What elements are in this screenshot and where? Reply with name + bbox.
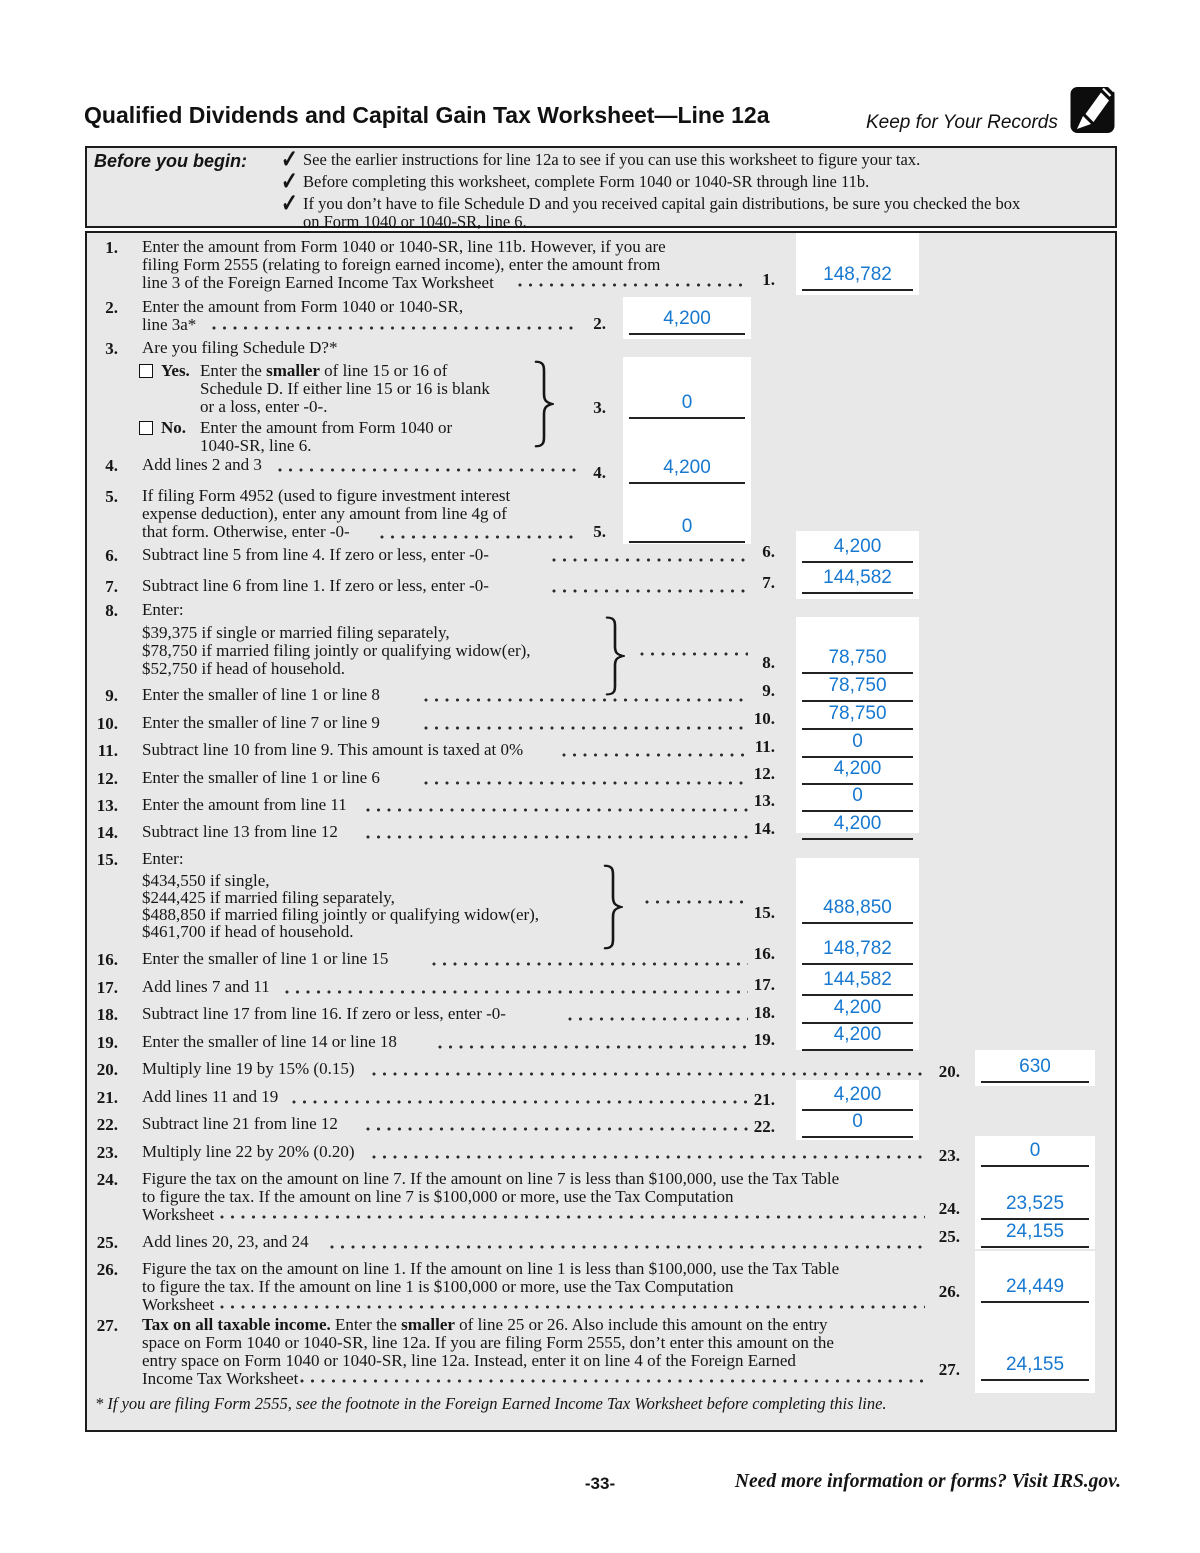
line-text: line 3 of the Foreign Earned Income Tax Worksheet [142, 273, 494, 292]
dotted-leader [552, 557, 748, 563]
line-ref: 9. [762, 681, 775, 700]
line-text: Enter the amount from Form 1040 or 1040-SR, line 11b. However, if you are [142, 237, 666, 256]
brace-icon [601, 864, 623, 950]
line19-amount[interactable]: 4,200 [802, 1021, 913, 1051]
line-text: filing Form 2555 (relating to foreign earned income), enter the amount from [142, 255, 661, 274]
line-ref: 7. [762, 573, 775, 592]
dotted-leader [424, 725, 748, 731]
footer-page-number: -33- [584, 1474, 616, 1493]
line-ref: 3. [593, 398, 606, 417]
dotted-leader [552, 588, 748, 594]
line-ref: 5. [593, 522, 606, 541]
dotted-leader [645, 899, 748, 905]
line-text: Multiply line 22 by 20% (0.20) [142, 1142, 355, 1161]
checkmark-icon: ✓ [281, 190, 298, 218]
before-you-begin-item: Before completing this worksheet, complete Form 1040 or 1040-SR through line 11b. [303, 172, 870, 191]
line-text: Subtract line 5 from line 4. If zero or less, enter -0- [142, 545, 489, 564]
line-ref: 14. [753, 819, 775, 838]
line-text: $461,700 if head of household. [142, 922, 354, 941]
dotted-leader [285, 989, 748, 995]
line-ref: 11. [754, 737, 775, 756]
before-you-begin-item: on Form 1040 or 1040-SR, line 6. [303, 212, 527, 231]
line-text: Figure the tax on the amount on line 1. If the amount on line 1 is less than $100,000, use the Tax Table [142, 1259, 840, 1278]
line-text: line 3a* [142, 315, 197, 334]
brace-icon [532, 360, 554, 448]
no-label: No. [161, 418, 187, 437]
dotted-leader [372, 1071, 925, 1077]
dotted-leader [366, 1126, 748, 1132]
line-text: that form. Otherwise, enter -0- [142, 522, 350, 541]
dotted-leader [220, 1214, 925, 1220]
dotted-leader [292, 1099, 748, 1105]
dotted-leader [372, 1154, 925, 1160]
line-ref: 24. [938, 1199, 960, 1218]
line-number: 20. [96, 1060, 118, 1079]
dotted-leader [220, 1304, 925, 1310]
line-ref: 6. [762, 542, 775, 561]
dotted-leader [424, 697, 748, 703]
before-you-begin-item: See the earlier instructions for line 12a to see if you can use this worksheet to figure your tax. [303, 150, 921, 169]
line17-amount[interactable]: 144,582 [802, 966, 913, 996]
line-text: Income Tax Worksheet [142, 1369, 299, 1388]
line-ref: 10. [753, 709, 775, 728]
footnote: * If you are filing Form 2555, see the footnote in the Foreign Earned Income Tax Worksheet before completing this line. [95, 1394, 887, 1413]
line-ref: 21. [753, 1090, 775, 1109]
line-ref: 20. [938, 1062, 960, 1081]
line-ref: 12. [753, 764, 775, 783]
line-text: Figure the tax on the amount on line 7. If the amount on line 7 is less than $100,000, use the Tax Table [142, 1169, 840, 1188]
brace-icon [603, 616, 625, 696]
line-ref: 17. [753, 975, 775, 994]
line-ref: 27. [938, 1360, 960, 1379]
dotted-leader [366, 807, 748, 813]
line-number: 3. [105, 339, 118, 358]
line-text: Enter the amount from line 11 [142, 795, 347, 814]
line1-amount[interactable]: 148,782 [802, 261, 913, 291]
dotted-leader [300, 1378, 925, 1384]
dotted-leader [640, 651, 748, 657]
line-number: 17. [96, 978, 118, 997]
line-text: Add lines 20, 23, and 24 [142, 1232, 309, 1251]
dotted-leader [438, 1044, 748, 1050]
before-you-begin-label: Before you begin: [94, 151, 248, 171]
line-text: $52,750 if head of household. [142, 659, 346, 678]
line-text: Are you filing Schedule D?* [142, 338, 338, 357]
line15-amount[interactable]: 488,850 [802, 894, 913, 924]
line-number: 7. [105, 577, 118, 596]
line20-amount[interactable]: 630 [981, 1053, 1089, 1083]
line-text: Tax on all taxable income. Enter the smaller of line 25 or 26. Also include this amount on the entry [142, 1315, 828, 1334]
line14-amount[interactable]: 4,200 [802, 810, 913, 840]
line22-amount[interactable]: 0 [802, 1108, 913, 1138]
checkmark-icon: ✓ [281, 168, 298, 196]
line-text: Subtract line 17 from line 16. If zero or less, enter -0- [142, 1004, 506, 1023]
line-number: 18. [96, 1005, 118, 1024]
line23-amount[interactable]: 0 [981, 1137, 1089, 1167]
line-ref: 8. [762, 653, 775, 672]
line-number: 21. [96, 1088, 118, 1107]
line-text: $434,550 if single, [142, 871, 270, 890]
line-text: Enter the smaller of line 1 or line 6 [142, 768, 380, 787]
line-text: If filing Form 4952 (used to figure investment interest [142, 486, 511, 505]
line-text: to figure the tax. If the amount on line 1 is $100,000 or more, use the Tax Computation [142, 1277, 734, 1296]
line-number: 19. [96, 1033, 118, 1052]
line-text: Enter the smaller of line 7 or line 9 [142, 713, 380, 732]
dotted-leader [562, 752, 748, 758]
line-number: 9. [105, 686, 118, 705]
dotted-leader [366, 834, 748, 840]
line27-amount[interactable]: 24,155 [981, 1351, 1089, 1381]
line7-amount[interactable]: 144,582 [802, 564, 913, 594]
dotted-leader [380, 534, 578, 540]
line2-amount[interactable]: 4,200 [629, 305, 745, 335]
line10-amount[interactable]: 78,750 [802, 700, 913, 730]
line11-amount[interactable]: 0 [802, 728, 913, 758]
line-text: Add lines 11 and 19 [142, 1087, 279, 1106]
dotted-leader [432, 961, 748, 967]
line-ref: 25. [938, 1227, 960, 1246]
line4-amount[interactable]: 4,200 [629, 454, 745, 484]
line-text: Enter the smaller of line 15 or 16 of [200, 361, 448, 380]
line-number: 15. [96, 850, 118, 869]
line12-amount[interactable]: 4,200 [802, 755, 913, 785]
line-text: Subtract line 6 from line 1. If zero or less, enter -0- [142, 576, 489, 595]
yes-label: Yes. [161, 361, 190, 380]
line-ref: 15. [753, 903, 775, 922]
line6-amount[interactable]: 4,200 [802, 533, 913, 563]
line-ref: 26. [938, 1282, 960, 1301]
line3-amount[interactable]: 0 [629, 389, 745, 419]
line-text: Schedule D. If either line 15 or 16 is blank [200, 379, 490, 398]
line-number: 26. [96, 1260, 118, 1279]
line-number: 11. [97, 741, 118, 760]
line-text: or a loss, enter -0-. [200, 397, 328, 416]
line21-amount[interactable]: 4,200 [802, 1081, 913, 1111]
dotted-leader [330, 1244, 925, 1250]
dotted-leader [568, 1016, 748, 1022]
no-checkbox[interactable] [139, 421, 153, 435]
page-title: Qualified Dividends and Capital Gain Tax Worksheet—Line 12a [84, 102, 770, 128]
line-ref: 16. [753, 944, 775, 963]
line9-amount[interactable]: 78,750 [802, 672, 913, 702]
line-number: 8. [105, 601, 118, 620]
line-text: expense deduction), enter any amount from line 4g of [142, 504, 507, 523]
dotted-leader [424, 780, 748, 786]
line-text: entry space on Form 1040 or 1040-SR, line 12a. Instead, enter it on line 4 of the Foreign Earned [142, 1351, 796, 1370]
line-text: Enter the smaller of line 1 or line 15 [142, 949, 389, 968]
dotted-leader [518, 282, 745, 288]
yes-checkbox[interactable] [139, 364, 153, 378]
dotted-leader [212, 325, 578, 331]
line-text: Add lines 7 and 11 [142, 977, 270, 996]
line5-amount[interactable]: 0 [629, 513, 745, 543]
line-text: Multiply line 19 by 15% (0.15) [142, 1059, 355, 1078]
dotted-leader [278, 467, 578, 473]
line-number: 22. [96, 1115, 118, 1134]
line-text: $488,850 if married filing jointly or qualifying widow(er), [142, 905, 540, 924]
line-text: Enter the amount from Form 1040 or 1040-SR, [142, 297, 464, 316]
line-number: 16. [96, 950, 118, 969]
line-text: Worksheet [142, 1205, 215, 1224]
line18-amount[interactable]: 4,200 [802, 994, 913, 1024]
line-text: 1040-SR, line 6. [200, 436, 312, 455]
line-number: 14. [96, 823, 118, 842]
line-ref: 23. [938, 1146, 960, 1165]
line-ref: 4. [593, 463, 606, 482]
line-text: Enter: [142, 600, 184, 619]
line-text: $78,750 if married filing jointly or qualifying widow(er), [142, 641, 531, 660]
footer-info-text: Need more information or forms? Visit IRS.gov. [734, 1471, 1121, 1492]
line-ref: 22. [753, 1117, 775, 1136]
line-number: 10. [96, 714, 118, 733]
line-text: Worksheet [142, 1295, 215, 1314]
line-ref: 19. [753, 1030, 775, 1049]
line-text: Subtract line 10 from line 9. This amount is taxed at 0% [142, 740, 524, 759]
line-text: Enter: [142, 849, 184, 868]
checkmark-icon: ✓ [281, 146, 298, 174]
line-text: Enter the smaller of line 14 or line 18 [142, 1032, 397, 1051]
line-number: 24. [96, 1170, 118, 1189]
line-text: Enter the smaller of line 1 or line 8 [142, 685, 380, 704]
line-ref: 18. [753, 1003, 775, 1022]
line-number: 23. [96, 1143, 118, 1162]
line-text: Subtract line 21 from line 12 [142, 1114, 338, 1133]
line-ref: 1. [762, 270, 775, 289]
pencil-icon [1070, 85, 1115, 135]
line16-amount[interactable]: 148,782 [802, 935, 913, 965]
line-number: 6. [105, 546, 118, 565]
line-number: 12. [96, 769, 118, 788]
line-number: 25. [96, 1233, 118, 1252]
line26-amount[interactable]: 24,449 [981, 1273, 1089, 1303]
line-text: Enter the amount from Form 1040 or [200, 418, 453, 437]
line-ref: 2. [593, 314, 606, 333]
line-number: 1. [105, 238, 118, 257]
line8-amount[interactable]: 78,750 [802, 644, 913, 674]
line-text: to figure the tax. If the amount on line 7 is $100,000 or more, use the Tax Computation [142, 1187, 734, 1206]
line-text: space on Form 1040 or 1040-SR, line 12a. If you are filing Form 2555, don’t enter this amount on the [142, 1333, 834, 1352]
line-number: 27. [96, 1316, 118, 1335]
line24-amount[interactable]: 23,525 [981, 1190, 1089, 1220]
keep-for-records-label: Keep for Your Records [866, 112, 1058, 133]
line-text: $39,375 if single or married filing separately, [142, 623, 450, 642]
line-number: 5. [105, 487, 118, 506]
line-text: $244,425 if married filing separately, [142, 888, 395, 907]
line-number: 4. [105, 456, 118, 475]
line-number: 2. [105, 298, 118, 317]
line25-amount[interactable]: 24,155 [981, 1218, 1089, 1248]
line-text: Subtract line 13 from line 12 [142, 822, 338, 841]
line13-amount[interactable]: 0 [802, 782, 913, 812]
line-ref: 13. [753, 791, 775, 810]
line-text: Add lines 2 and 3 [142, 455, 262, 474]
line-number: 13. [96, 796, 118, 815]
before-you-begin-item: If you don’t have to file Schedule D and you received capital gain distributions, be sure you checked the box [303, 194, 1021, 213]
